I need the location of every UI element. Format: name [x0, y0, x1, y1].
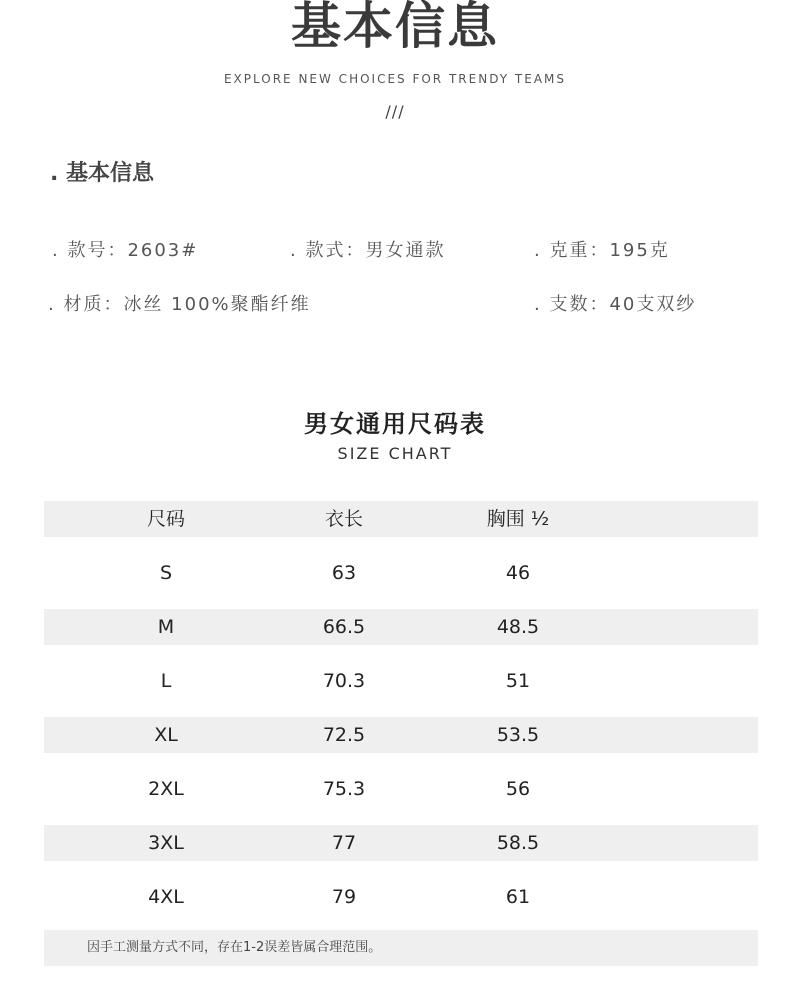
cell-size: 4XL	[148, 886, 184, 908]
cell-size: XL	[154, 724, 178, 746]
measurement-note-text: 因手工测量方式不同，存在1-2误差皆属合理范围。	[87, 940, 382, 955]
table-row	[44, 879, 758, 915]
cell-length: 63	[331, 562, 357, 584]
cell-size: 2XL	[148, 778, 184, 800]
cell-half-chest: 48.5	[496, 616, 540, 638]
cell-half-chest: 53.5	[496, 724, 540, 746]
cell-length: 75.3	[322, 778, 366, 800]
table-row	[44, 771, 758, 807]
table-row	[44, 609, 758, 645]
header-half-chest: 胸围 ½	[486, 508, 550, 530]
cell-length: 66.5	[322, 616, 366, 638]
cell-half-chest: 56	[505, 778, 531, 800]
table-row	[44, 825, 758, 861]
header-size: 尺码	[146, 508, 185, 530]
cell-length: 70.3	[322, 670, 366, 692]
table-row	[44, 663, 758, 699]
table-row	[44, 555, 758, 591]
size-chart-subtitle: SIZE CHART	[337, 444, 453, 463]
cell-half-chest: 61	[505, 886, 531, 908]
cell-size: S	[159, 562, 173, 584]
header-length: 衣长	[324, 508, 363, 530]
cell-length: 79	[331, 886, 357, 908]
cell-half-chest: 58.5	[496, 832, 540, 854]
info-style: . 款式：男女通款	[290, 240, 446, 261]
size-table	[44, 501, 758, 915]
size-chart-title: 男女通用尺码表	[304, 410, 486, 438]
info-material: . 材质：冰丝 100%聚酯纤维	[48, 294, 311, 315]
info-style-number: . 款号：2603#	[52, 240, 199, 261]
table-header-row	[44, 501, 758, 537]
cell-length: 77	[331, 832, 357, 854]
section-title-basic-info: . 基本信息	[50, 161, 155, 186]
measurement-note	[44, 930, 758, 966]
cell-length: 72.5	[322, 724, 366, 746]
cell-size: L	[160, 670, 172, 692]
table-row	[44, 717, 758, 753]
page-title: 基本信息	[291, 0, 499, 55]
info-weight: . 克重：195克	[534, 240, 670, 261]
cell-size: 3XL	[148, 832, 184, 854]
info-yarn-count: . 支数：40支双纱	[534, 294, 697, 315]
page-subtitle: EXPLORE NEW CHOICES FOR TRENDY TEAMS	[223, 72, 567, 86]
cell-half-chest: 46	[505, 562, 531, 584]
cell-size: M	[157, 616, 175, 638]
slash-ornament: ///	[385, 102, 405, 121]
cell-half-chest: 51	[505, 670, 531, 692]
